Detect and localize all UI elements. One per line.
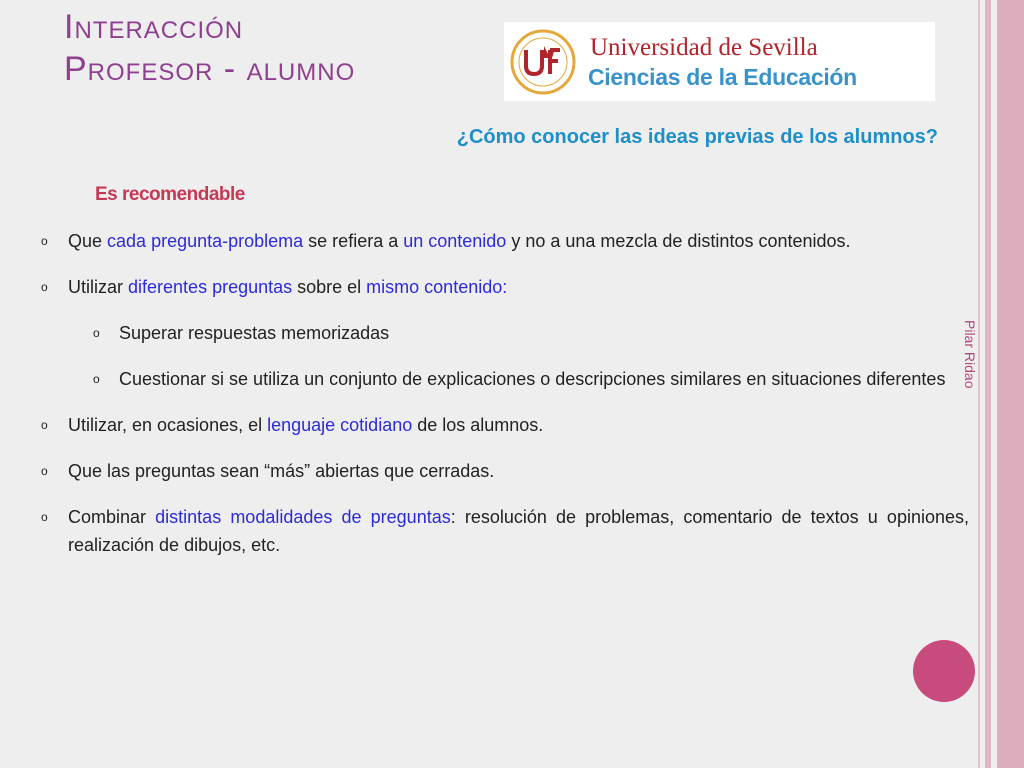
list-item — [41, 273, 969, 301]
item-text: de los alumnos. — [412, 415, 544, 435]
list-subitem — [93, 365, 969, 393]
bullet-marker: o — [93, 372, 100, 386]
item-text: Que — [68, 231, 108, 251]
slide-title-line1: Interacción — [64, 8, 244, 46]
bullet-marker: o — [41, 234, 48, 248]
item-text: Utilizar, en ocasiones, el — [68, 415, 268, 435]
item-text: Que las preguntas sean “más” abiertas que cerradas. — [68, 461, 495, 481]
bullet-marker: o — [41, 418, 48, 432]
list-item — [41, 227, 969, 255]
slide-title-line2: Profesor - alumno — [64, 50, 356, 88]
decorative-stripe — [997, 0, 1024, 768]
item-text: se refiera a — [303, 231, 404, 251]
slide-question: ¿Cómo conocer las ideas previas de los alumnos? — [456, 126, 938, 148]
list-item — [41, 457, 969, 485]
item-highlight: lenguaje cotidiano — [267, 415, 413, 435]
decorative-stripe — [978, 0, 980, 768]
author-side-text: Pilar Ridao — [962, 320, 978, 389]
decorative-circle — [913, 640, 975, 702]
logo-faculty-name: Ciencias de la Educación — [588, 64, 857, 90]
slide-subtitle: Es recomendable — [95, 184, 245, 205]
slide-title — [64, 6, 355, 90]
bullet-marker: o — [41, 464, 48, 478]
item-text: Utilizar — [68, 277, 129, 297]
item-highlight: distintas modalidades de preguntas — [155, 507, 451, 527]
list-item — [41, 411, 969, 439]
bullet-list — [41, 227, 969, 577]
bullet-marker: o — [41, 280, 48, 294]
item-text: y no a una mezcla de distintos contenidos. — [506, 231, 851, 251]
bullet-marker: o — [41, 510, 48, 524]
item-highlight: mismo contenido: — [366, 277, 508, 297]
item-text: Cuestionar si se utiliza un conjunto de explicaciones o descripciones similares en situaciones diferentes — [119, 369, 946, 389]
list-item — [41, 503, 969, 559]
item-text: sobre el — [292, 277, 367, 297]
item-highlight: un contenido — [403, 231, 507, 251]
decorative-stripe — [985, 0, 991, 768]
bullet-marker: o — [93, 326, 100, 340]
university-seal-icon — [508, 28, 578, 96]
item-text: Combinar — [68, 507, 156, 527]
item-highlight: diferentes preguntas — [128, 277, 293, 297]
list-subitem — [93, 319, 969, 347]
item-highlight: cada pregunta-problema — [107, 231, 304, 251]
logo-university-name: Universidad de Sevilla — [590, 34, 818, 61]
university-logo — [504, 22, 935, 101]
item-text: Superar respuestas memorizadas — [119, 323, 390, 343]
item-text: : resolución de problemas, comentario de textos u opiniones, realización de dibujos, etc. — [68, 507, 969, 555]
